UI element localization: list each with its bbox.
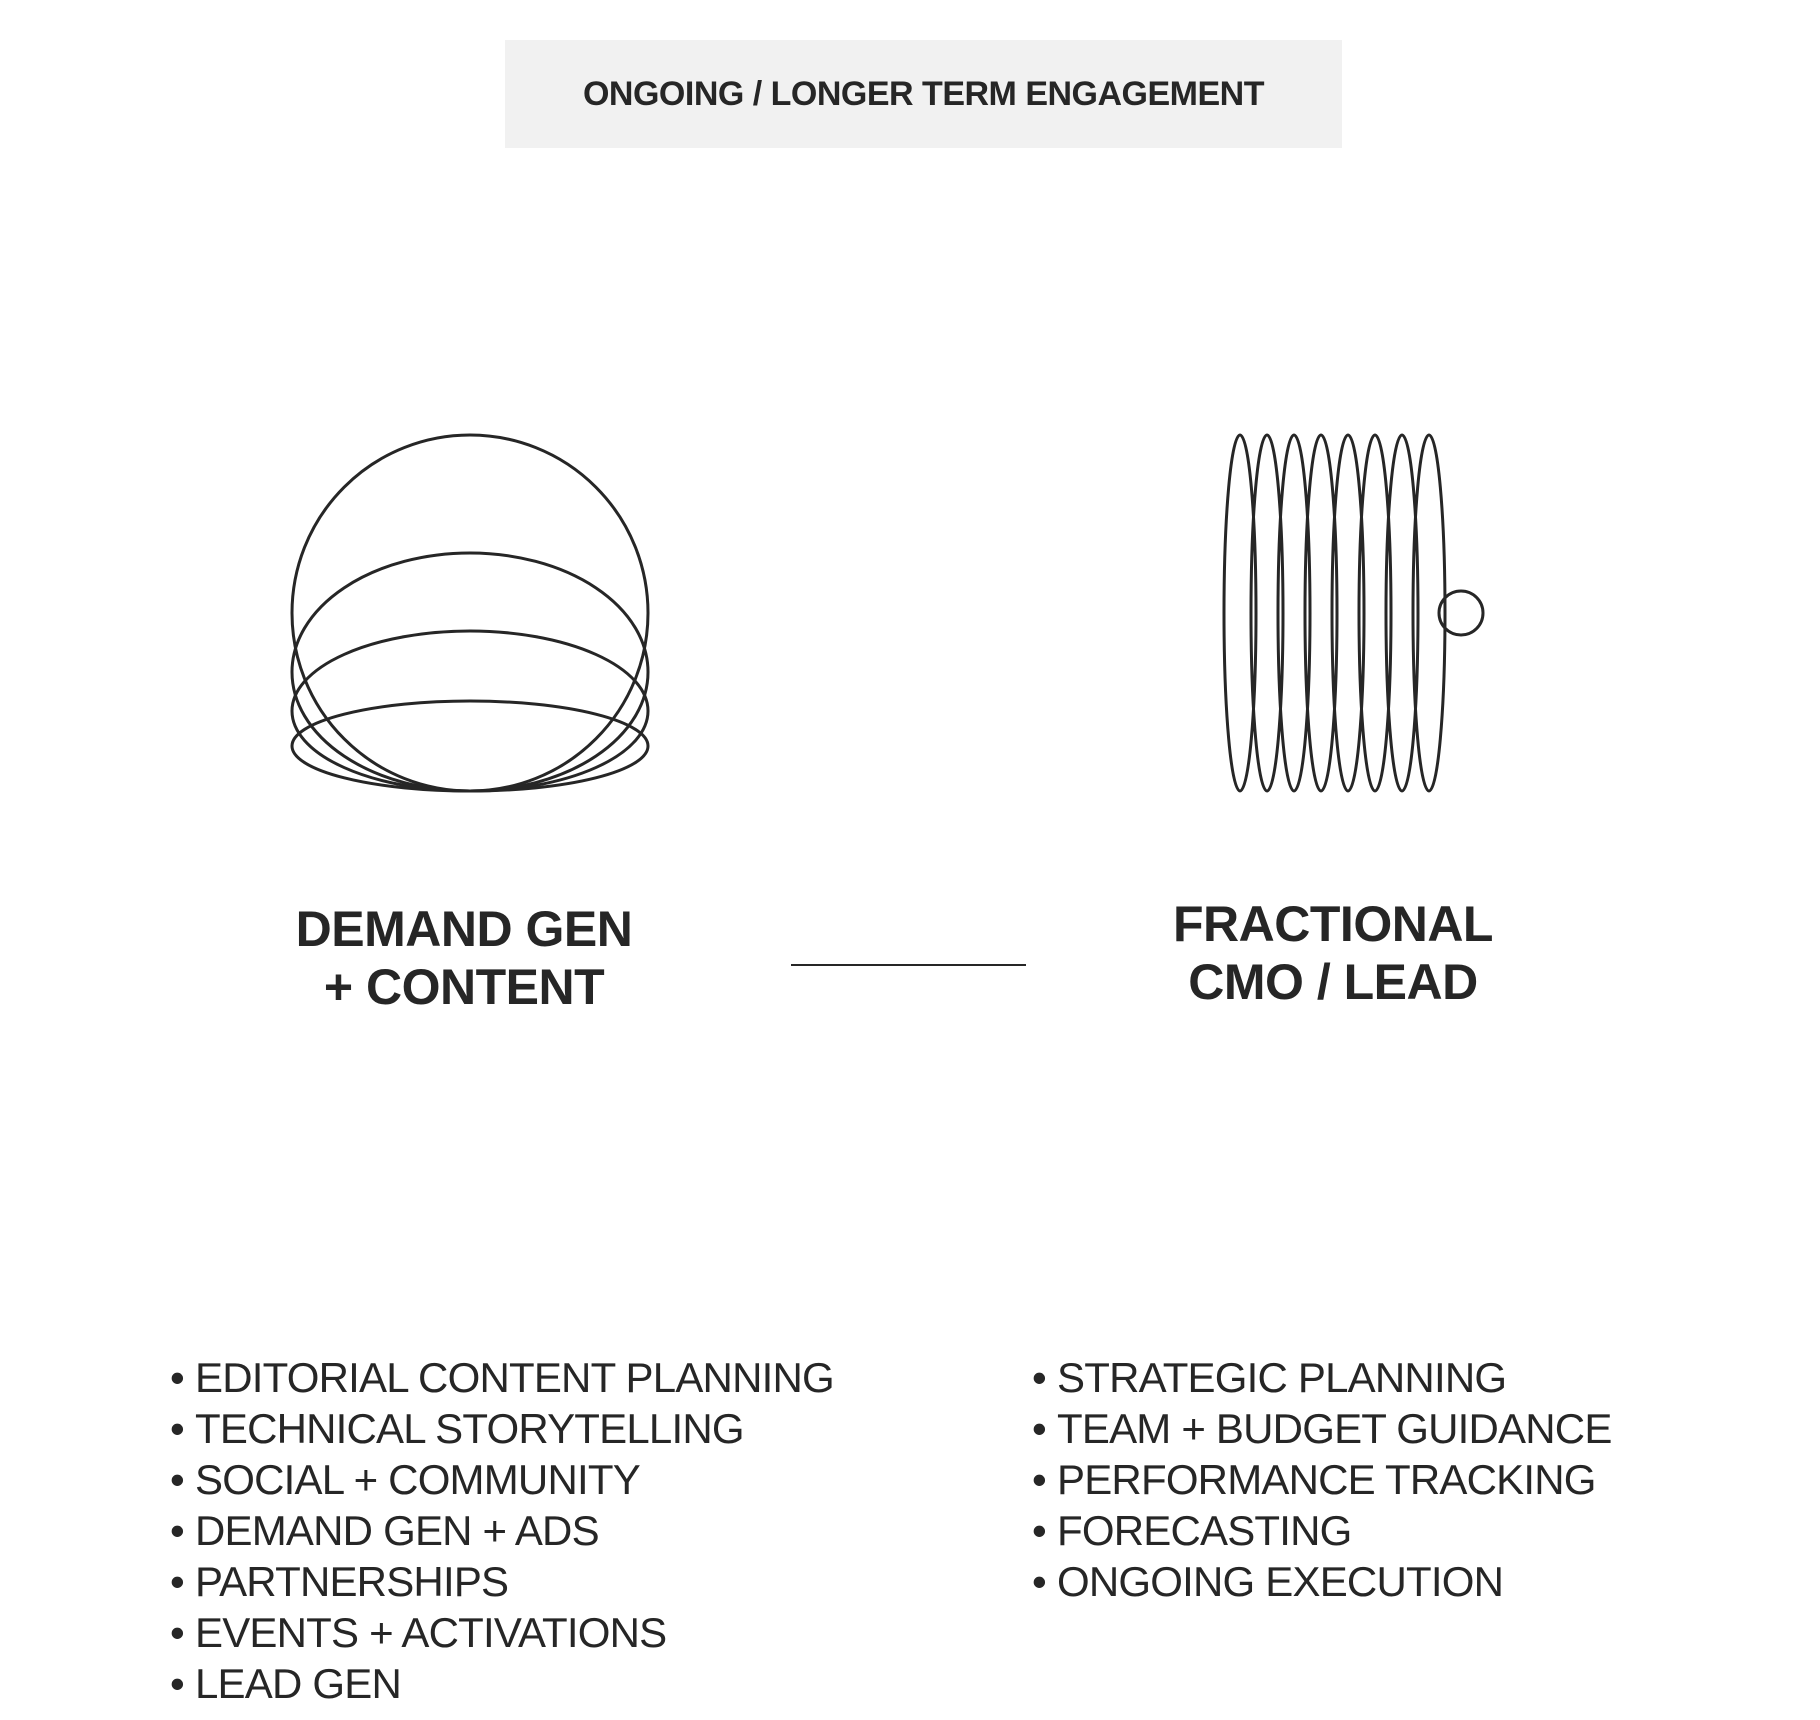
list-item: • FORECASTING xyxy=(1032,1505,1612,1556)
demand-gen-services-list xyxy=(170,1352,834,1709)
list-item: • EDITORIAL CONTENT PLANNING xyxy=(170,1352,834,1403)
demand-gen-title-line-1: DEMAND GEN xyxy=(295,901,633,957)
list-item: • PARTNERSHIPS xyxy=(170,1556,834,1607)
overlapping-ellipses-icon xyxy=(290,433,660,803)
list-item: • DEMAND GEN + ADS xyxy=(170,1505,834,1556)
fractional-cmo-services-list xyxy=(1032,1352,1612,1607)
demand-gen-title-line-2: + CONTENT xyxy=(323,959,605,1015)
fractional-cmo-title-line-1: FRACTIONAL xyxy=(1173,896,1493,952)
connector-line xyxy=(791,964,1026,966)
list-item: • EVENTS + ACTIVATIONS xyxy=(170,1607,834,1658)
fractional-cmo-title-line-2: CMO / LEAD xyxy=(1188,954,1478,1010)
header-banner xyxy=(505,40,1342,148)
list-item: • PERFORMANCE TRACKING xyxy=(1032,1454,1612,1505)
coil-spring-icon xyxy=(1213,433,1493,803)
list-item: • STRATEGIC PLANNING xyxy=(1032,1352,1612,1403)
list-item: • SOCIAL + COMMUNITY xyxy=(170,1454,834,1505)
header-title: ONGOING / LONGER TERM ENGAGEMENT xyxy=(582,74,1265,113)
list-item: • TEAM + BUDGET GUIDANCE xyxy=(1032,1403,1612,1454)
list-item: • ONGOING EXECUTION xyxy=(1032,1556,1612,1607)
fractional-cmo-title xyxy=(1133,895,1533,1011)
list-item: • LEAD GEN xyxy=(170,1658,834,1709)
list-item: • TECHNICAL STORYTELLING xyxy=(170,1403,834,1454)
demand-gen-title xyxy=(264,900,664,1016)
